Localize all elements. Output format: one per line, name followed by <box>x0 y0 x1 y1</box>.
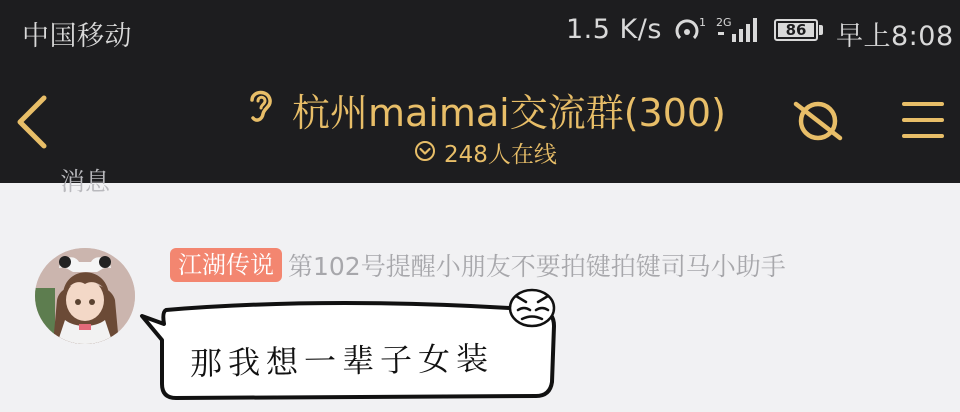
clock: 早上8:08 <box>836 21 954 52</box>
network-speed: 1.5 K/s <box>566 14 662 45</box>
carrier-name: 中国移动 <box>22 21 132 52</box>
battery-icon <box>774 19 818 41</box>
sticker-face-icon <box>510 290 554 326</box>
net-type: 2G <box>716 16 732 29</box>
hotspot-icon <box>672 14 706 44</box>
message-text: 那我想一辈子女装 <box>189 339 495 383</box>
ear-icon[interactable] <box>244 86 276 126</box>
battery-level: 86 <box>785 21 807 39</box>
top-bar <box>0 0 960 183</box>
online-count: 248人在线 <box>444 142 557 168</box>
message-header <box>170 247 786 283</box>
svg-text:1: 1 <box>699 16 706 29</box>
battery-tip <box>819 25 823 35</box>
signal-icon <box>716 14 766 44</box>
page-title: 杭州maimai交流群(300) <box>292 91 726 135</box>
sender-name[interactable]: 第102号提醒小朋友不要拍键拍键司马小助手 <box>288 252 786 281</box>
menu-icon[interactable] <box>900 98 946 142</box>
planet-icon[interactable] <box>790 96 846 146</box>
avatar[interactable] <box>35 248 135 344</box>
faded-previous-text: 消息 <box>60 167 111 196</box>
member-title-badge[interactable]: 江湖传说 <box>170 248 282 282</box>
online-status-icon <box>414 140 436 162</box>
back-icon[interactable] <box>12 94 52 150</box>
anime-girl-avatar-image <box>35 248 135 344</box>
